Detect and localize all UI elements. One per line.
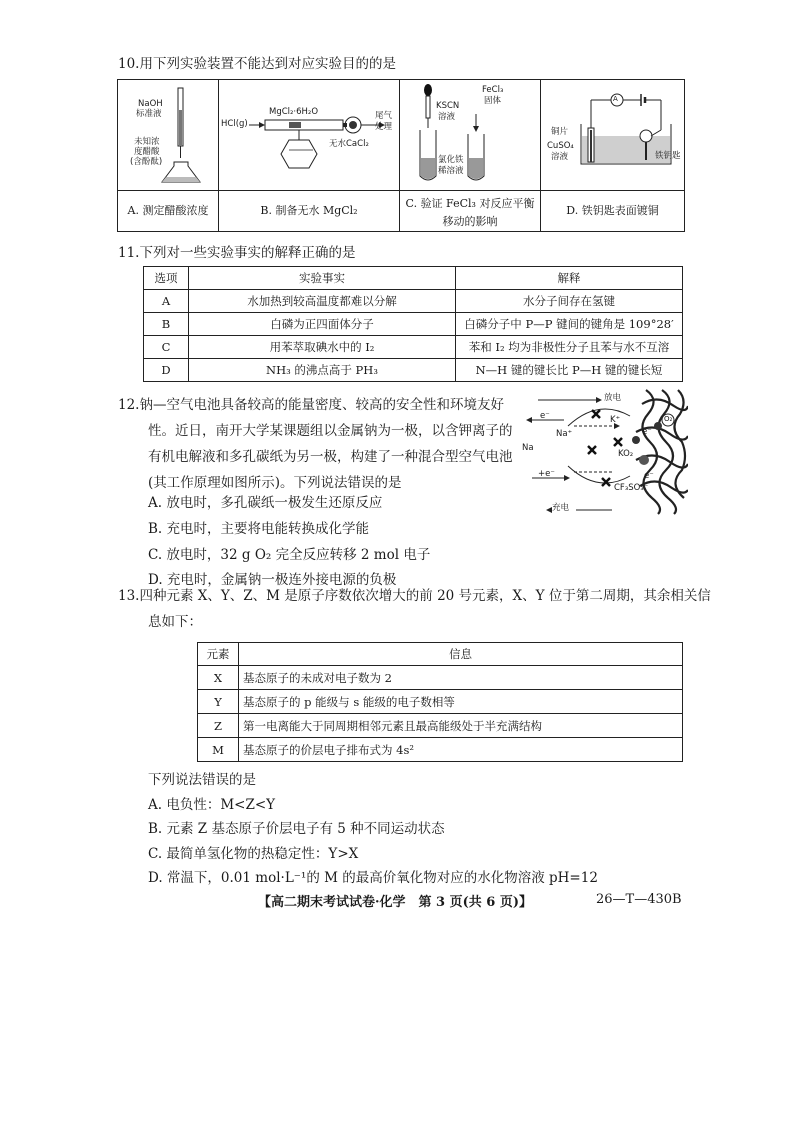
label-standard-solution: 标准液 xyxy=(136,109,162,119)
q12-line-4: (其工作原理如图所示)。下列说法错误的是 xyxy=(148,475,402,491)
label-anhydrous-cacl2: 无水CaCl₂ xyxy=(329,139,369,149)
label-sodium-ion: Na⁺ xyxy=(556,429,573,439)
cell-fact: NH₃ 的沸点高于 PH₃ xyxy=(189,359,456,382)
ammeter-label: A xyxy=(613,95,618,103)
option-b-caption: B. 制备无水 MgCl₂ xyxy=(260,204,358,217)
cell-fact: 用苯萃取碘水中的 I₂ xyxy=(189,336,456,359)
q13-prompt: 下列说法错误的是 xyxy=(148,772,256,788)
q12-line-2: 性。近日，南开大学某课题组以金属钠为一极，以含钾离子的 xyxy=(148,423,513,439)
q13-option-a: A. 电负性：M<Z<Y xyxy=(148,797,276,813)
q11-table xyxy=(143,266,683,382)
table-row xyxy=(144,336,683,359)
q12-option-b: B. 充电时，主要将电能转换成化学能 xyxy=(148,521,370,537)
label-discharge: 放电 xyxy=(604,393,622,403)
label-dilute-solution: 稀溶液 xyxy=(438,166,464,176)
cell-element: Y xyxy=(198,690,239,714)
label-sodium: Na xyxy=(522,443,534,453)
cell-option: D xyxy=(144,359,189,382)
label-potassium-ion: K⁺ xyxy=(610,415,621,425)
table-row xyxy=(144,313,683,336)
header-info: 信息 xyxy=(239,643,683,666)
table-row xyxy=(198,714,683,738)
cell-info: 基态原子的未成对电子数为 2 xyxy=(239,666,683,690)
label-unknown: 未知浓 xyxy=(134,137,160,147)
label-tail-gas: 尾气 xyxy=(375,111,393,121)
label-kscn-solution: 溶液 xyxy=(438,112,456,122)
label-mgcl2-hydrate: MgCl₂·6H₂O xyxy=(269,107,319,117)
q13-table xyxy=(197,642,683,762)
option-c-caption-line2: 移动的影响 xyxy=(442,215,498,228)
q12-option-a: A. 放电时，多孔碳纸一极发生还原反应 xyxy=(148,495,383,511)
cell-fact: 水加热到较高温度都难以分解 xyxy=(189,290,456,313)
option-c-caption-line1: C. 验证 FeCl₃ 对反应平衡 xyxy=(405,197,535,210)
cell-info: 基态原子的价层电子排布式为 4s² xyxy=(239,738,683,762)
q13-option-c: C. 最简单氢化物的热稳定性：Y>X xyxy=(148,846,359,862)
cell-explanation: N—H 键的键长比 P—H 键的键长短 xyxy=(456,359,683,382)
cell-fact: 白磷为正四面体分子 xyxy=(189,313,456,336)
cell-element: Z xyxy=(198,714,239,738)
option-d-caption: D. 铁钥匙表面镀铜 xyxy=(566,204,659,217)
q12-line-3: 有机电解液和多孔碳纸为另一极，构建了一种混合型空气电池 xyxy=(148,449,513,465)
sodium-air-battery-diagram xyxy=(518,386,688,516)
table-row xyxy=(144,359,683,382)
q12-option-d: D. 充电时，金属钠一极连外接电源的负极 xyxy=(148,572,397,588)
q13-option-b: B. 元素 Z 基态原子价层电子有 5 种不同运动状态 xyxy=(148,821,445,837)
titration-apparatus xyxy=(118,80,218,190)
q13-stem-line-1: 13.四种元素 X、Y、Z、M 是原子序数依次增大的前 20 号元素，X、Y 位于第二周期，其余相关信 xyxy=(118,588,711,604)
label-electron-1: e⁻ xyxy=(540,411,550,421)
label-charge: 充电 xyxy=(552,503,570,513)
cell-info: 基态原子的 p 能级与 s 能级的电子数相等 xyxy=(239,690,683,714)
label-acetic-acid: 度醋酸 xyxy=(134,147,160,157)
table-row xyxy=(198,666,683,690)
label-electron-3: +e⁻ xyxy=(538,469,555,479)
label-iron-key: 铁钥匙 xyxy=(655,151,681,161)
page-footer-title: 【高二期末考试试卷·化学 第 3 页(共 6 页)】 xyxy=(258,895,533,910)
label-naoh: NaOH xyxy=(138,99,163,109)
cell-explanation: 白磷分子中 P—P 键间的键角是 109°28′ xyxy=(456,313,683,336)
label-oxygen: O₂ xyxy=(664,415,673,423)
header-element: 元素 xyxy=(198,643,239,666)
header-option: 选项 xyxy=(144,267,189,290)
label-kscn: KSCN xyxy=(436,101,460,111)
q11-stem: 11.下列对一些实验事实的解释正确的是 xyxy=(118,245,356,261)
label-ferric-chloride: 氯化铁 xyxy=(438,155,464,165)
cell-explanation: 水分子间存在氢键 xyxy=(456,290,683,313)
cell-element: M xyxy=(198,738,239,762)
label-cuso4-solution: 溶液 xyxy=(551,152,569,162)
label-ko2: KO₂ xyxy=(618,449,634,459)
label-treatment: 处理 xyxy=(375,122,393,132)
label-triflate-anion: CF₃SO₃⁻ xyxy=(614,483,649,493)
q10-stem: 10.用下列实验装置不能达到对应实验目的的是 xyxy=(118,56,396,72)
cell-option: B xyxy=(144,313,189,336)
electroplating-apparatus xyxy=(541,80,684,190)
q13-stem-line-2: 息如下： xyxy=(148,614,202,630)
cell-option: A xyxy=(144,290,189,313)
cell-element: X xyxy=(198,666,239,690)
label-fecl3: FeCl₃ xyxy=(482,85,504,95)
header-fact: 实验事实 xyxy=(189,267,456,290)
label-hcl-gas: HCl(g) xyxy=(221,119,248,129)
q13-option-d: D. 常温下，0.01 mol·L⁻¹的 M 的最高价氧化物对应的水化物溶液 pH=12 xyxy=(148,870,598,886)
q10-apparatus-table xyxy=(117,79,685,232)
label-cuso4: CuSO₄ xyxy=(547,141,574,151)
label-electron-2: e⁻ xyxy=(642,427,652,437)
table-row xyxy=(144,290,683,313)
table-row xyxy=(198,738,683,762)
dehydration-apparatus xyxy=(219,80,399,190)
header-explanation: 解释 xyxy=(456,267,683,290)
table-row xyxy=(198,690,683,714)
cell-info: 第一电离能大于同周期相邻元素且最高能级处于半充满结构 xyxy=(239,714,683,738)
label-solid: 固体 xyxy=(484,96,502,106)
page-footer-code: 26—T—430B xyxy=(596,892,682,907)
label-electron-4: e⁻ xyxy=(644,471,654,481)
option-a-caption: A. 测定醋酸浓度 xyxy=(127,204,209,217)
label-phenolphthalein: (含酚酞) xyxy=(130,157,163,167)
q12-line-1: 12.钠—空气电池具备较高的能量密度、较高的安全性和环境友好 xyxy=(118,397,504,413)
equilibrium-apparatus xyxy=(400,80,540,190)
cell-explanation: 苯和 I₂ 均为非极性分子且苯与水不互溶 xyxy=(456,336,683,359)
cell-option: C xyxy=(144,336,189,359)
label-copper-plate: 铜片 xyxy=(551,127,569,137)
q12-option-c: C. 放电时，32 g O₂ 完全反应转移 2 mol 电子 xyxy=(148,547,431,563)
